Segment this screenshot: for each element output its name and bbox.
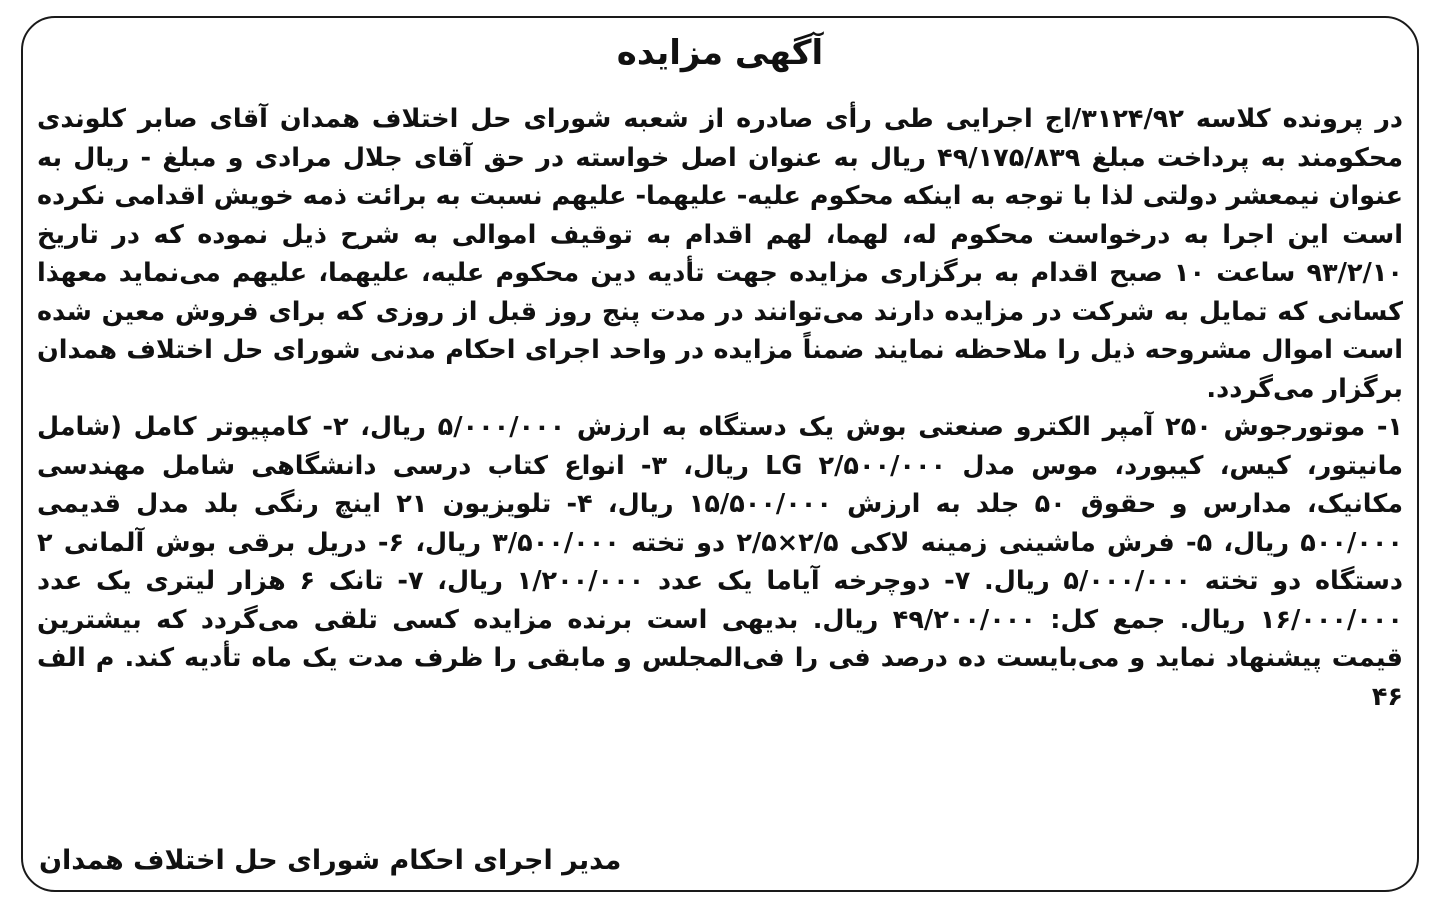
notice-paragraph-intro: در پرونده کلاسه ۳۱۲۴/۹۲/اج اجرایی طی رأی صادره از شعبه شورای حل اختلاف همدان آقای صابر کلوندی محکومند به پرداخت مبلغ ۴۹/۱۷۵/۸۳۹ ریال به عنوان اصل خواسته در حق آقای جلال مرادی و مبلغ - ریال به عنوان نیمعشر دولتی لذا با توجه به اینکه محکوم علیه- علیهما- علیهم نسبت به برائت ذمه خویش اقدامی نکرده است این اجرا به درخواست محکوم له، لهما، لهم اقدام به توقیف اموالی به شرح ذیل نموده که در تاریخ ۹۳/۲/۱۰ ساعت ۱۰ صبح اقدام به برگزاری مزایده جهت تأدیه دین محکوم علیه، علیهما، علیهم می‌نماید معهذا کسانی که تمایل به شرکت در مزایده دارند می‌توانند در مدت پنج روز قبل از روزی که برای فروش معین شده است اموال مشروحه ذیل را ملاحظه نمایند ضمناً مزایده در واحد اجرای احکام مدنی شورای حل اختلاف همدان برگزار می‌گردد. bbox=[37, 104, 1403, 404]
notice-title: آگهی مزایده bbox=[616, 33, 824, 73]
notice-signature: مدیر اجرای احکام شورای حل اختلاف همدان bbox=[39, 845, 622, 876]
notice-paragraph-items: ۱- موتورجوش ۲۵۰ آمپر الکترو صنعتی بوش یک دستگاه به ارزش ۵/۰۰۰/۰۰۰ ریال، ۲- کامپیوتر کامل (شامل مانیتور، کیس، کیبورد، موس مدل LG ۲/۵۰۰/۰۰۰ ریال، ۳- انواع کتاب درسی دانشگاهی شامل مهندسی مکانیک، مدارس و حقوق ۵۰ جلد به ارزش ۱۵/۵۰۰/۰۰۰ ریال، ۴- تلویزیون ۲۱ اینچ رنگی بلد مدل قدیمی ۵۰۰/۰۰۰ ریال، ۵- فرش ماشینی زمینه لاکی ۲/۵×۲/۵ دو تخته ۳/۵۰۰/۰۰۰ ریال، ۶- دریل برقی بوش آلمانی ۲ دستگاه دو تخته ۵/۰۰۰/۰۰۰ ریال. ۷- دوچرخه آیاما یک عدد ۱/۲۰۰/۰۰۰ ریال، ۷- تانک ۶ هزار لیتری یک عدد ۱۶/۰۰۰/۰۰۰ ریال. جمع کل: ۴۹/۲۰۰/۰۰۰ ریال. بدیهی است برنده مزایده کسی تلقی می‌گردد که بیشترین قیمت پیشنهاد نماید و می‌بایست ده درصد فی را فی‌المجلس و مابقی را ظرف مدت یک ماه تأدیه کند. م الف ۴۶ bbox=[37, 412, 1403, 712]
notice-frame bbox=[21, 16, 1419, 892]
notice-body bbox=[37, 100, 1403, 716]
